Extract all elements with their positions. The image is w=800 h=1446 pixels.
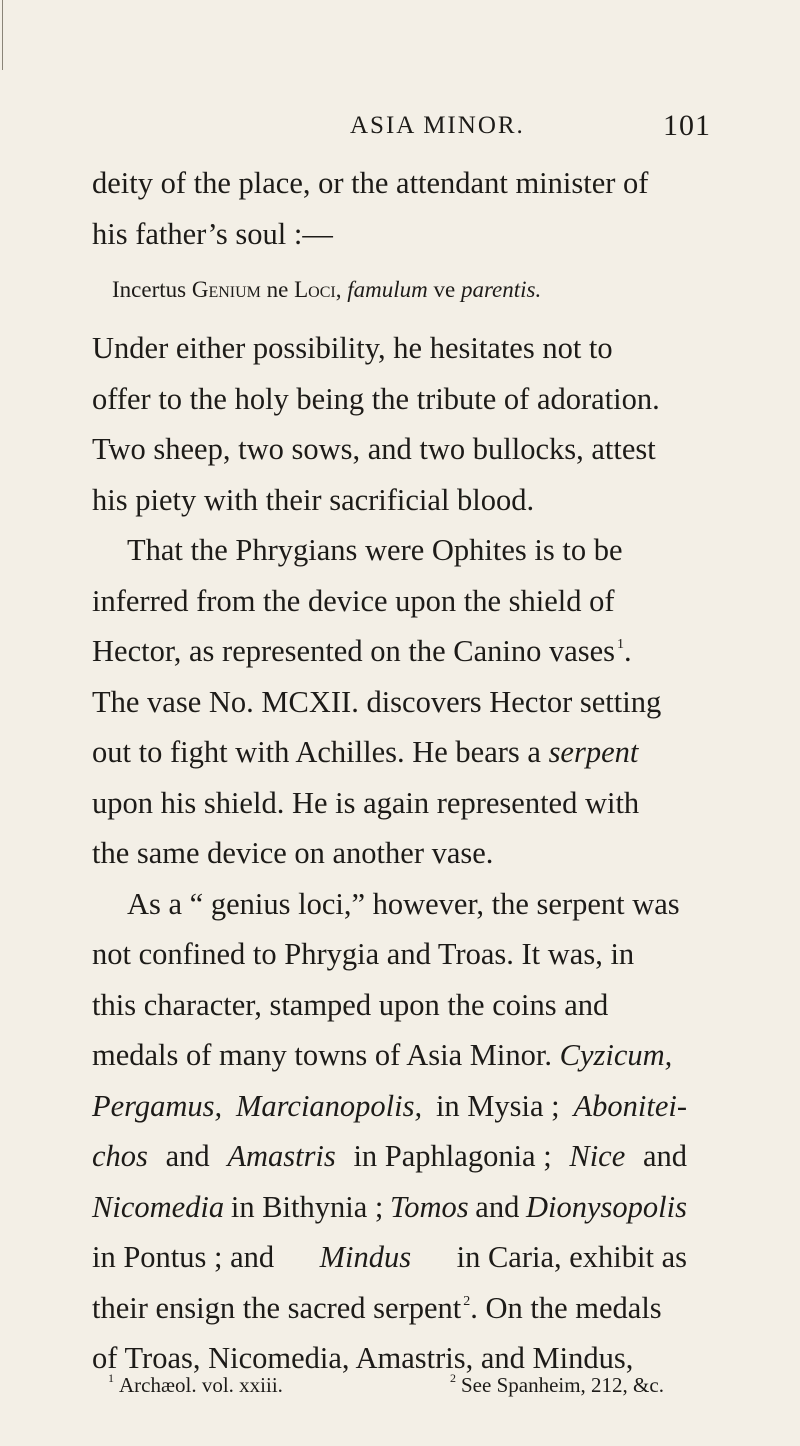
text-line: Nicomedia in Bithynia ; Tomos and Dionysopolis <box>92 1189 687 1224</box>
text-line: medals of many towns of Asia Minor. Cyzicum, <box>92 1038 673 1072</box>
text-line: upon his shield. He is again represented with <box>92 785 640 820</box>
text-line: out to fight with Achilles. He bears a serpent <box>92 735 639 769</box>
footnote-2: $^2$ See Spanheim, 212, &c. <box>450 1371 664 1397</box>
text-line: chos and Amastris in Paphlagonia ; Nice and <box>92 1139 687 1173</box>
text-line: Two sheep, two sows, and two bullocks, attest <box>92 432 656 466</box>
latin-quotation: Incertus Genium ne Loci, famulum ve parentis. <box>112 277 542 302</box>
body-text <box>92 158 687 1384</box>
text-line: Pergamus, Marcianopolis, in Mysia ; Abonitei- <box>92 1088 687 1123</box>
text-line: Under either possibility, he hesitates not to <box>92 331 613 365</box>
footnote-1: $^1$ Archæol. vol. xxiii. <box>108 1371 283 1397</box>
text-line: The vase No. MCXII. discovers Hector setting <box>92 684 662 719</box>
text-line: his piety with their sacrificial blood. <box>92 482 535 517</box>
text-line: not confined to Phrygia and Troas. It was, in <box>92 937 635 971</box>
text-line: in Pontus ; and Mindus in Caria, exhibit as <box>92 1240 687 1274</box>
text-line: of Troas, Nicomedia, Amastris, and Mindus, <box>92 1341 634 1375</box>
footnote-ref: 2 <box>463 1293 471 1309</box>
footnotes <box>108 1373 698 1398</box>
text-line: Hector, as represented on the Canino vases $^1$. <box>92 634 632 668</box>
text-line: this character, stamped upon the coins and <box>92 987 609 1022</box>
running-title: ASIA MINOR. <box>350 112 525 139</box>
text-line: That the Phrygians were Ophites is to be <box>127 533 623 567</box>
text-line: the same device on another vase. <box>92 836 494 870</box>
text-line: their ensign the sacred serpent $^2$. On the medals <box>92 1290 662 1325</box>
text-line: As a “ genius loci,” however, the serpent was <box>127 886 680 921</box>
text-line: his father’s soul :— <box>92 216 333 251</box>
page-number: 101 <box>663 109 711 142</box>
footnote-ref: 1 <box>617 637 625 652</box>
text-line: deity of the place, or the attendant minister of <box>92 166 649 200</box>
page-edge-line <box>2 0 3 70</box>
text-line: inferred from the device upon the shield of <box>92 583 615 618</box>
text-line: offer to the holy being the tribute of adoration. <box>92 381 660 416</box>
